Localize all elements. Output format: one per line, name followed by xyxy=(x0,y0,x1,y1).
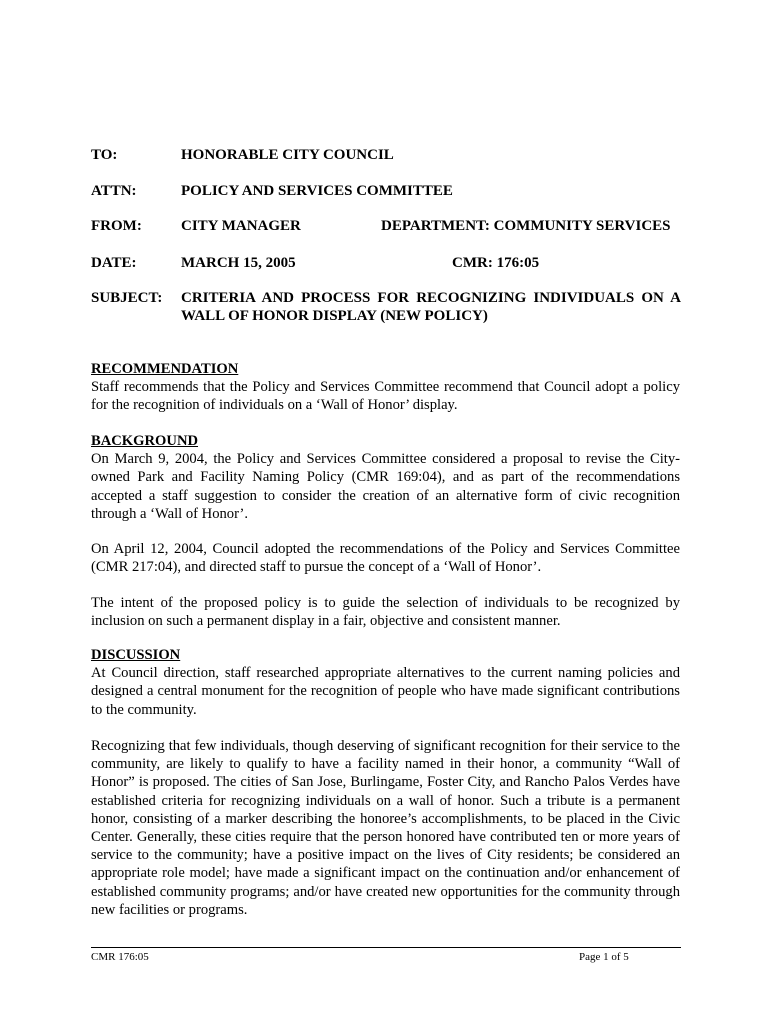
from-label: FROM: xyxy=(91,218,142,234)
date-value: MARCH 15, 2005 xyxy=(181,255,296,271)
footer-page-number: Page 1 of 5 xyxy=(579,951,629,963)
discussion-section xyxy=(91,646,680,719)
footer-divider xyxy=(91,947,681,948)
background-paragraph-1: On March 9, 2004, the Policy and Services Committee considered a proposal to revise the City-owned Park and Facility Naming Policy (CMR 169:04), and as part of the recommendations accepted a staff suggestion to consider the creation of an alternative form of civic recognition through a ‘Wall of Honor’. xyxy=(91,451,680,522)
background-paragraph-2-block xyxy=(91,540,680,576)
background-section xyxy=(91,432,680,523)
background-paragraph-3-block xyxy=(91,594,680,630)
footer-cmr: CMR 176:05 xyxy=(91,951,149,963)
attn-label: ATTN: xyxy=(91,183,137,199)
subject-label: SUBJECT: xyxy=(91,290,163,306)
department: DEPARTMENT: COMMUNITY SERVICES xyxy=(381,218,671,234)
background-paragraph-3: The intent of the proposed policy is to guide the selection of individuals to be recognized by inclusion on such a permanent display in a fair, objective and consistent manner. xyxy=(91,595,680,630)
to-value: HONORABLE CITY COUNCIL xyxy=(181,147,394,163)
discussion-paragraph-1: At Council direction, staff researched appropriate alternatives to the current naming policies and designed a central monument for the recognition of people who have made significant contributions to the community. xyxy=(91,665,680,718)
background-heading: BACKGROUND xyxy=(91,433,199,449)
date-label: DATE: xyxy=(91,255,137,271)
to-label: TO: xyxy=(91,147,118,163)
recommendation-section xyxy=(91,360,680,415)
attn-value: POLICY AND SERVICES COMMITTEE xyxy=(181,183,453,199)
cmr-number: CMR: 176:05 xyxy=(452,255,540,271)
background-paragraph-2: On April 12, 2004, Council adopted the recommendations of the Policy and Services Committee (CMR 217:04), and directed staff to pursue the concept of a ‘Wall of Honor’. xyxy=(91,541,680,576)
discussion-heading: DISCUSSION xyxy=(91,647,181,663)
recommendation-text: Staff recommends that the Policy and Services Committee recommend that Council adopt a policy for the recognition of individuals on a ‘Wall of Honor’ display. xyxy=(91,379,680,414)
from-value: CITY MANAGER xyxy=(181,218,301,234)
recommendation-heading: RECOMMENDATION xyxy=(91,361,239,377)
discussion-paragraph-2-block xyxy=(91,737,680,919)
discussion-paragraph-2: Recognizing that few individuals, though deserving of significant recognition for their service to the community, are likely to qualify to have a facility named in their honor, a community “Wall of Honor” is proposed. The cities of San Jose, Burlingame, Foster City, and Rancho Palos Verdes have established criteria for recognizing individuals on a wall of honor. Such a tribute is a permanent honor, consisting of a marker describing the honoree’s accomplishments, to be placed in the Civic Center. Generally, these cities require that the person honored have contributed ten or more years of service to the community; have a positive impact on the lives of City residents; be considered an appropriate role model; have made a significant impact on the continuation and/or enhancement of established community programs; and/or have created new opportunities for the community through new facilities or programs. xyxy=(91,738,680,918)
subject-value: CRITERIA AND PROCESS FOR RECOGNIZING INDIVIDUALS ON A WALL OF HONOR DISPLAY (NEW POLICY) xyxy=(181,290,681,324)
